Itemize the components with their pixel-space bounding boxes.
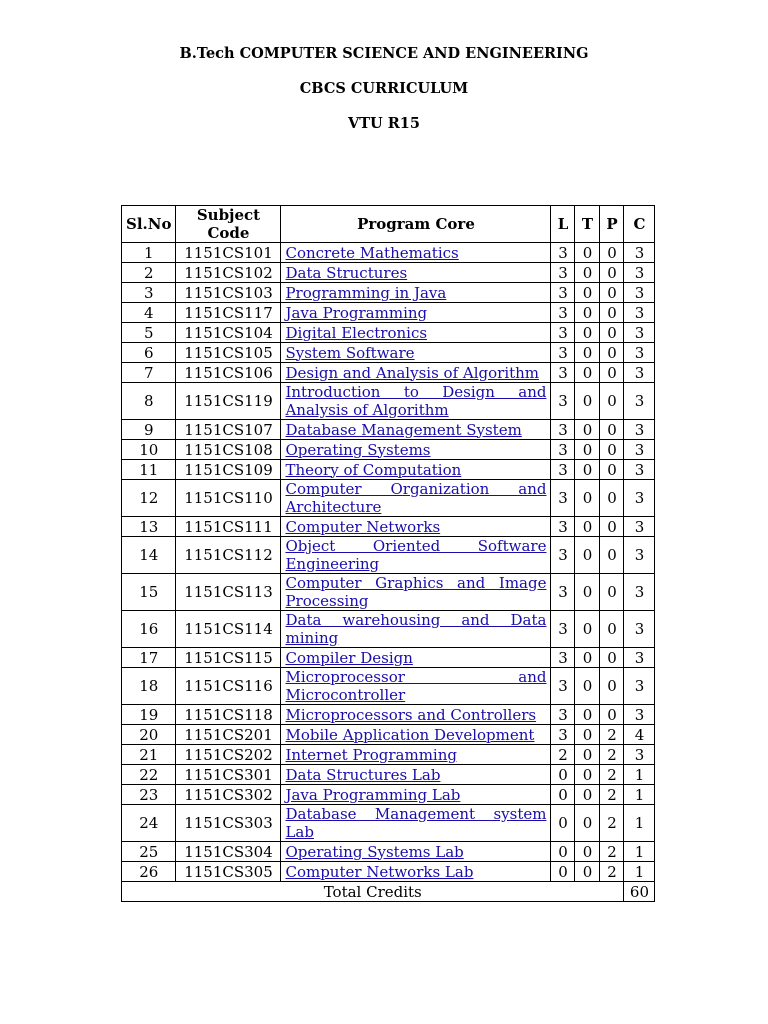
subject-name-cell	[281, 537, 551, 574]
table-row	[122, 460, 655, 480]
c-cell: 3	[624, 383, 655, 420]
c-cell: 3	[624, 537, 655, 574]
table-row	[122, 480, 655, 517]
t-cell: 0	[575, 323, 600, 343]
subject-name-cell	[281, 611, 551, 648]
subject-code-cell: 1151CS103	[176, 283, 281, 303]
subject-code-cell: 1151CS102	[176, 263, 281, 283]
column-header-slno: Sl.No	[122, 206, 176, 243]
subject-code-cell: 1151CS101	[176, 243, 281, 263]
subject-name-cell	[281, 517, 551, 537]
slno-cell: 12	[122, 480, 176, 517]
subject-name-cell	[281, 263, 551, 283]
subject-name-cell	[281, 440, 551, 460]
slno-cell: 10	[122, 440, 176, 460]
slno-cell: 1	[122, 243, 176, 263]
subject-link[interactable]: System Software	[285, 343, 415, 362]
subject-name-cell	[281, 323, 551, 343]
p-cell: 0	[600, 283, 624, 303]
subject-code-cell: 1151CS117	[176, 303, 281, 323]
subject-link[interactable]: Java Programming	[285, 303, 428, 322]
l-cell: 3	[551, 480, 575, 517]
slno-cell: 4	[122, 303, 176, 323]
c-cell: 3	[624, 668, 655, 705]
subject-code-cell: 1151CS108	[176, 440, 281, 460]
slno-cell: 14	[122, 537, 176, 574]
column-header-p: P	[600, 206, 624, 243]
p-cell: 0	[600, 323, 624, 343]
subject-code-cell: 1151CS113	[176, 574, 281, 611]
p-cell: 0	[600, 363, 624, 383]
subject-name-cell	[281, 574, 551, 611]
p-cell: 0	[600, 537, 624, 574]
p-cell: 0	[600, 705, 624, 725]
subject-link[interactable]: Design and Analysis of Algorithm	[285, 363, 540, 382]
subject-code-cell: 1151CS106	[176, 363, 281, 383]
l-cell: 3	[551, 363, 575, 383]
slno-cell: 24	[122, 805, 176, 842]
l-cell: 0	[551, 765, 575, 785]
subject-name-cell	[281, 480, 551, 517]
slno-cell: 7	[122, 363, 176, 383]
table-row	[122, 842, 655, 862]
subject-link[interactable]: Data Structures	[285, 263, 408, 282]
t-cell: 0	[575, 440, 600, 460]
p-cell: 0	[600, 303, 624, 323]
subject-name-cell	[281, 725, 551, 745]
column-header-t: T	[575, 206, 600, 243]
subject-name-cell	[281, 805, 551, 842]
subject-code-cell: 1151CS115	[176, 648, 281, 668]
p-cell: 2	[600, 862, 624, 882]
slno-cell: 15	[122, 574, 176, 611]
slno-cell: 16	[122, 611, 176, 648]
slno-cell: 9	[122, 420, 176, 440]
p-cell: 2	[600, 805, 624, 842]
slno-cell: 22	[122, 765, 176, 785]
t-cell: 0	[575, 343, 600, 363]
subject-code-cell: 1151CS104	[176, 323, 281, 343]
t-cell: 0	[575, 263, 600, 283]
c-cell: 3	[624, 303, 655, 323]
l-cell: 3	[551, 323, 575, 343]
slno-cell: 3	[122, 283, 176, 303]
slno-cell: 8	[122, 383, 176, 420]
slno-cell: 25	[122, 842, 176, 862]
p-cell: 0	[600, 460, 624, 480]
t-cell: 0	[575, 243, 600, 263]
c-cell: 3	[624, 283, 655, 303]
document-title: B.Tech COMPUTER SCIENCE AND ENGINEERING	[179, 45, 589, 62]
l-cell: 3	[551, 611, 575, 648]
l-cell: 0	[551, 785, 575, 805]
subject-link[interactable]: Database Management System	[285, 420, 522, 439]
t-cell: 0	[575, 705, 600, 725]
subject-code-cell: 1151CS109	[176, 460, 281, 480]
document-subtitle: CBCS CURRICULUM	[299, 80, 469, 97]
l-cell: 3	[551, 725, 575, 745]
slno-cell: 2	[122, 263, 176, 283]
c-cell: 3	[624, 263, 655, 283]
p-cell: 0	[600, 263, 624, 283]
subject-code-cell: 1151CS116	[176, 668, 281, 705]
subject-link[interactable]: Compiler Design	[285, 648, 413, 667]
subject-name-cell	[281, 785, 551, 805]
c-cell: 3	[624, 705, 655, 725]
p-cell: 0	[600, 440, 624, 460]
p-cell: 0	[600, 668, 624, 705]
l-cell: 3	[551, 460, 575, 480]
c-cell: 1	[624, 805, 655, 842]
subject-link[interactable]: Data warehousing and Data mining	[285, 611, 547, 647]
subject-name-cell	[281, 745, 551, 765]
table-row	[122, 611, 655, 648]
subject-name-cell	[281, 862, 551, 882]
subject-link[interactable]: Database Management system Lab	[285, 805, 547, 841]
slno-cell: 23	[122, 785, 176, 805]
p-cell: 2	[600, 765, 624, 785]
table-row	[122, 862, 655, 882]
subject-link[interactable]: Introduction to Design and Analysis of Algorithm	[285, 383, 547, 419]
t-cell: 0	[575, 283, 600, 303]
l-cell: 3	[551, 668, 575, 705]
l-cell: 3	[551, 343, 575, 363]
p-cell: 0	[600, 574, 624, 611]
l-cell: 0	[551, 842, 575, 862]
slno-cell: 18	[122, 668, 176, 705]
subject-code-cell: 1151CS118	[176, 705, 281, 725]
l-cell: 3	[551, 383, 575, 420]
table-row	[122, 805, 655, 842]
subject-link[interactable]: Programming in Java	[285, 283, 447, 302]
p-cell: 0	[600, 343, 624, 363]
subject-link[interactable]: Operating Systems	[285, 440, 431, 459]
table-row	[122, 785, 655, 805]
t-cell: 0	[575, 420, 600, 440]
subject-code-cell: 1151CS202	[176, 745, 281, 765]
c-cell: 3	[624, 611, 655, 648]
table-row	[122, 705, 655, 725]
subject-name-cell	[281, 668, 551, 705]
c-cell: 3	[624, 648, 655, 668]
subject-name-cell	[281, 303, 551, 323]
slno-cell: 19	[122, 705, 176, 725]
table-row	[122, 745, 655, 765]
subject-name-cell	[281, 243, 551, 263]
l-cell: 3	[551, 705, 575, 725]
l-cell: 3	[551, 648, 575, 668]
column-header-l: L	[551, 206, 575, 243]
t-cell: 0	[575, 383, 600, 420]
subject-link[interactable]: Theory of Computation	[285, 460, 462, 479]
table-row	[122, 668, 655, 705]
t-cell: 0	[575, 517, 600, 537]
t-cell: 0	[575, 842, 600, 862]
subject-link[interactable]: Operating Systems Lab	[285, 842, 464, 861]
table-row	[122, 323, 655, 343]
subject-name-cell	[281, 383, 551, 420]
p-cell: 0	[600, 480, 624, 517]
slno-cell: 21	[122, 745, 176, 765]
c-cell: 3	[624, 480, 655, 517]
subject-name-cell	[281, 648, 551, 668]
subject-name-cell	[281, 363, 551, 383]
curriculum-table	[121, 205, 655, 902]
subject-link[interactable]: Computer Graphics and Image Processing	[285, 574, 547, 610]
l-cell: 3	[551, 574, 575, 611]
table-row	[122, 343, 655, 363]
c-cell: 1	[624, 765, 655, 785]
l-cell: 3	[551, 303, 575, 323]
column-header-subject-code: Subject Code	[176, 206, 281, 243]
p-cell: 0	[600, 383, 624, 420]
l-cell: 3	[551, 263, 575, 283]
c-cell: 3	[624, 745, 655, 765]
t-cell: 0	[575, 765, 600, 785]
l-cell: 3	[551, 420, 575, 440]
p-cell: 2	[600, 745, 624, 765]
subject-code-cell: 1151CS303	[176, 805, 281, 842]
table-row	[122, 383, 655, 420]
l-cell: 0	[551, 862, 575, 882]
table-row	[122, 243, 655, 263]
c-cell: 3	[624, 323, 655, 343]
p-cell: 2	[600, 725, 624, 745]
subject-code-cell: 1151CS107	[176, 420, 281, 440]
c-cell: 3	[624, 517, 655, 537]
subject-name-cell	[281, 842, 551, 862]
l-cell: 3	[551, 243, 575, 263]
t-cell: 0	[575, 537, 600, 574]
slno-cell: 13	[122, 517, 176, 537]
subject-code-cell: 1151CS110	[176, 480, 281, 517]
table-row	[122, 537, 655, 574]
c-cell: 3	[624, 363, 655, 383]
subject-name-cell	[281, 705, 551, 725]
subject-code-cell: 1151CS105	[176, 343, 281, 363]
table-row	[122, 283, 655, 303]
slno-cell: 20	[122, 725, 176, 745]
table-row	[122, 420, 655, 440]
c-cell: 3	[624, 343, 655, 363]
c-cell: 4	[624, 725, 655, 745]
t-cell: 0	[575, 480, 600, 517]
t-cell: 0	[575, 668, 600, 705]
table-header-row	[122, 206, 655, 243]
c-cell: 3	[624, 574, 655, 611]
table-row	[122, 765, 655, 785]
l-cell: 0	[551, 805, 575, 842]
t-cell: 0	[575, 785, 600, 805]
column-header-program-core: Program Core	[281, 206, 551, 243]
table-row	[122, 574, 655, 611]
t-cell: 0	[575, 862, 600, 882]
total-credits-label: Total Credits	[122, 882, 624, 902]
c-cell: 3	[624, 243, 655, 263]
t-cell: 0	[575, 460, 600, 480]
table-row	[122, 263, 655, 283]
subject-link[interactable]: Digital Electronics	[285, 323, 428, 342]
subject-code-cell: 1151CS304	[176, 842, 281, 862]
p-cell: 0	[600, 420, 624, 440]
p-cell: 0	[600, 517, 624, 537]
l-cell: 3	[551, 537, 575, 574]
subject-link[interactable]: Microprocessors and Controllers	[285, 705, 537, 724]
t-cell: 0	[575, 574, 600, 611]
subject-name-cell	[281, 460, 551, 480]
subject-code-cell: 1151CS305	[176, 862, 281, 882]
subject-link[interactable]: Computer Networks	[285, 517, 441, 536]
total-credits-value: 60	[624, 882, 655, 902]
p-cell: 2	[600, 785, 624, 805]
p-cell: 2	[600, 842, 624, 862]
p-cell: 0	[600, 611, 624, 648]
table-row	[122, 648, 655, 668]
slno-cell: 5	[122, 323, 176, 343]
l-cell: 3	[551, 283, 575, 303]
table-row	[122, 725, 655, 745]
subject-link[interactable]: Object Oriented Software Engineering	[285, 537, 547, 573]
subject-link[interactable]: Microprocessor and Microcontroller	[285, 668, 547, 704]
subject-link[interactable]: Concrete Mathematics	[285, 243, 459, 262]
t-cell: 0	[575, 805, 600, 842]
slno-cell: 26	[122, 862, 176, 882]
subject-code-cell: 1151CS201	[176, 725, 281, 745]
subject-link[interactable]: Computer Organization and Architecture	[285, 480, 547, 516]
subject-link[interactable]: Data Structures Lab	[285, 765, 441, 784]
l-cell: 3	[551, 517, 575, 537]
t-cell: 0	[575, 745, 600, 765]
t-cell: 0	[575, 611, 600, 648]
table-row	[122, 363, 655, 383]
column-header-c: C	[624, 206, 655, 243]
c-cell: 3	[624, 420, 655, 440]
c-cell: 1	[624, 862, 655, 882]
slno-cell: 11	[122, 460, 176, 480]
c-cell: 3	[624, 460, 655, 480]
subject-code-cell: 1151CS302	[176, 785, 281, 805]
subject-name-cell	[281, 343, 551, 363]
c-cell: 1	[624, 842, 655, 862]
subject-name-cell	[281, 765, 551, 785]
subject-code-cell: 1151CS111	[176, 517, 281, 537]
subject-link[interactable]: Java Programming Lab	[285, 785, 461, 804]
slno-cell: 17	[122, 648, 176, 668]
subject-code-cell: 1151CS119	[176, 383, 281, 420]
c-cell: 3	[624, 440, 655, 460]
t-cell: 0	[575, 363, 600, 383]
table-row	[122, 517, 655, 537]
t-cell: 0	[575, 648, 600, 668]
t-cell: 0	[575, 303, 600, 323]
subject-link[interactable]: Computer Networks Lab	[285, 862, 474, 881]
total-row	[122, 882, 655, 902]
subject-code-cell: 1151CS301	[176, 765, 281, 785]
subject-link[interactable]: Mobile Application Development	[285, 725, 535, 744]
table-row	[122, 440, 655, 460]
slno-cell: 6	[122, 343, 176, 363]
subject-name-cell	[281, 420, 551, 440]
p-cell: 0	[600, 648, 624, 668]
l-cell: 3	[551, 440, 575, 460]
subject-code-cell: 1151CS114	[176, 611, 281, 648]
t-cell: 0	[575, 725, 600, 745]
c-cell: 1	[624, 785, 655, 805]
subject-code-cell: 1151CS112	[176, 537, 281, 574]
table-row	[122, 303, 655, 323]
subject-name-cell	[281, 283, 551, 303]
document-regulation: VTU R15	[348, 115, 420, 132]
p-cell: 0	[600, 243, 624, 263]
subject-link[interactable]: Internet Programming	[285, 745, 457, 764]
l-cell: 2	[551, 745, 575, 765]
